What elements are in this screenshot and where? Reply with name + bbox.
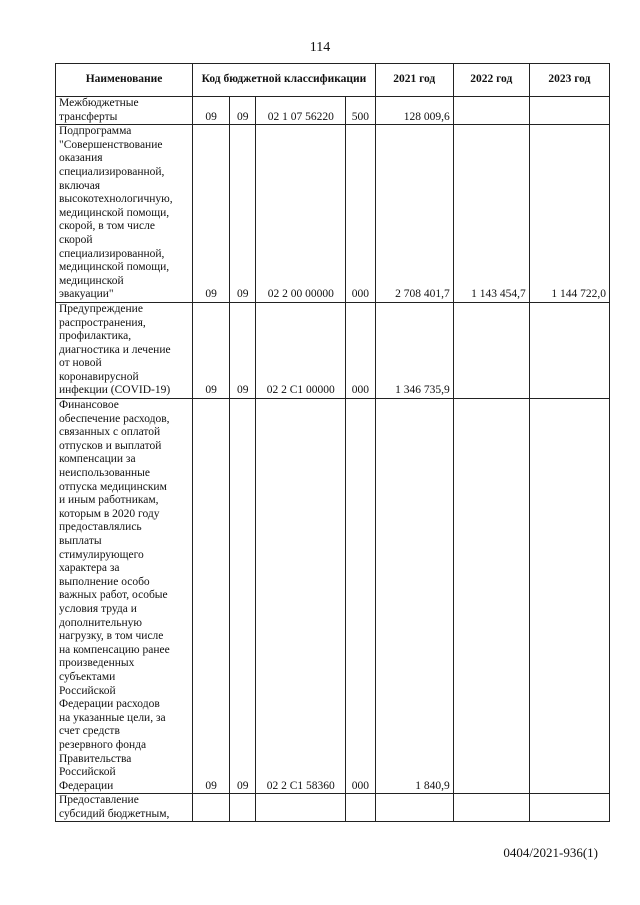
budget-table [55,63,610,822]
row-value-2021: 2 708 401,7 [375,125,453,303]
row-code-section: 09 [193,399,230,794]
row-value-2022: 1 143 454,7 [453,125,529,303]
row-name: Предоставление субсидий бюджетным, [56,794,193,822]
row-value-2023 [529,794,609,822]
row-code-expense-type: 000 [346,125,376,303]
row-code-target: 02 2 С1 00000 [256,302,346,398]
document-id: 0404/2021-936(1) [503,845,598,860]
row-code-target [256,794,346,822]
row-code-section: 09 [193,302,230,398]
row-code-target: 02 2 С1 58360 [256,399,346,794]
page-number: 114 [309,40,331,55]
row-code-section: 09 [193,97,230,125]
row-code-subsection [230,794,256,822]
row-value-2021: 1 346 735,9 [375,302,453,398]
row-code-target: 02 1 07 56220 [256,97,346,125]
row-name: Предупреждение распространения, профилактика, диагностика и лечение от новой коронавирусной инфекции (COVID-19) [56,302,193,398]
header-name: Наименование [56,64,193,97]
row-value-2022 [453,399,529,794]
row-code-subsection: 09 [230,125,256,303]
row-code-subsection: 09 [230,97,256,125]
header-2022: 2022 год [453,64,529,97]
row-code-expense-type: 500 [346,97,376,125]
row-name: Финансовое обеспечение расходов, связанных с оплатой отпусков и выплатой компенсации за неиспользованные отпуска медицинским и иным работникам, которым в 2020 году предоставлялись выплаты стимулирующего характера за выполнение особо важных работ, особые условия труда и дополнительную нагрузку, в том числе на компенсацию ранее произведенных субъектами Российской Федерации расходов на указанные цели, за счет средств резервного фонда Правительства Российской Федерации [56,399,193,794]
header-2023: 2023 год [529,64,609,97]
row-code-section: 09 [193,125,230,303]
row-code-subsection: 09 [230,399,256,794]
row-code-subsection: 09 [230,302,256,398]
row-value-2023 [529,302,609,398]
header-2021: 2021 год [375,64,453,97]
row-value-2021 [375,794,453,822]
row-value-2022 [453,794,529,822]
row-code-section [193,794,230,822]
row-value-2023 [529,97,609,125]
row-name: Межбюджетные трансферты [56,97,193,125]
row-code-expense-type: 000 [346,399,376,794]
row-value-2021: 128 009,6 [375,97,453,125]
header-code: Код бюджетной классификации [193,64,376,97]
table-row [56,302,610,398]
row-code-expense-type [346,794,376,822]
row-value-2022 [453,302,529,398]
row-value-2022 [453,97,529,125]
row-code-target: 02 2 00 00000 [256,125,346,303]
table-header-row [56,64,610,97]
row-value-2021: 1 840,9 [375,399,453,794]
row-name: Подпрограмма "Совершенствование оказания специализированной, включая высокотехнологичную, медицинской помощи, скорой, в том числе скорой специализированной, медицинской помощи, медицинской эвакуации" [56,125,193,303]
row-value-2023: 1 144 722,0 [529,125,609,303]
row-code-expense-type: 000 [346,302,376,398]
table-row [56,399,610,794]
table-row [56,97,610,125]
row-value-2023 [529,399,609,794]
table-row [56,794,610,822]
table-row [56,125,610,303]
